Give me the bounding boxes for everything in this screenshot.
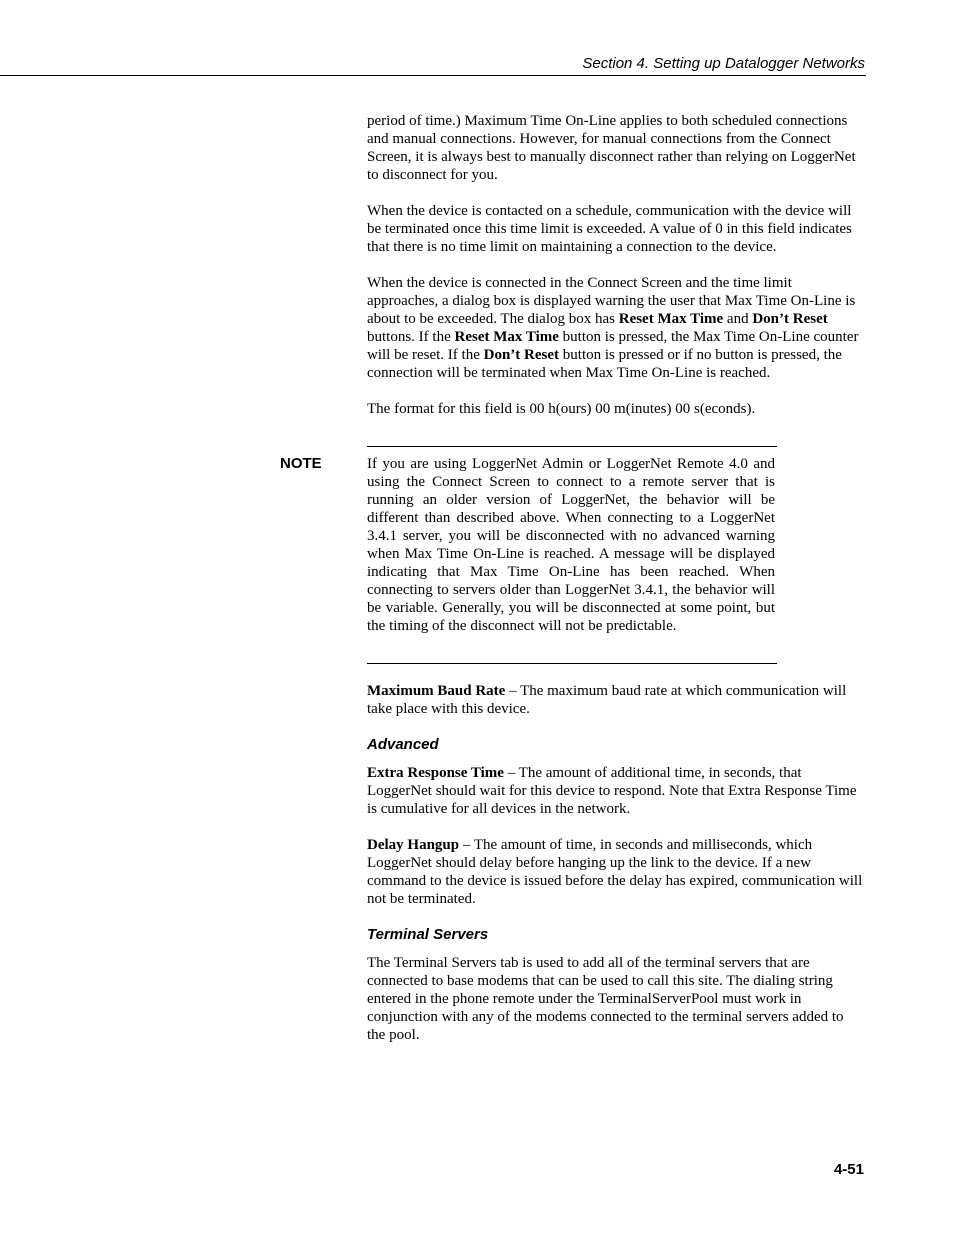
paragraph-delay-hangup: [367, 836, 865, 908]
heading-advanced: Advanced: [367, 736, 439, 753]
paragraph-connect-screen-dialog: [367, 274, 865, 382]
page-body: [280, 112, 865, 1062]
page-number: 4-51: [833, 1161, 864, 1178]
paragraph-format: The format for this field is 00 h(ours) 00 m(inutes) 00 s(econds).: [367, 401, 756, 417]
text-run: button is pressed or if no button is pressed, the connection will be terminated when Max Time On-Line is reached.: [367, 347, 842, 381]
text-run: – The amount of additional time, in seconds, that LoggerNet should wait for this device to respond. Note that Extra Response Time is cumulative for all devices in the network.: [367, 765, 857, 817]
text-run: – The amount of time, in seconds and milliseconds, which LoggerNet should delay before hanging up the link to the device. If a new command to the device is issued before the delay has expired, communication will not be terminated.: [367, 837, 863, 907]
bold-dont-reset: Don’t Reset: [483, 347, 560, 363]
running-header: Section 4. Setting up Datalogger Networks: [582, 55, 865, 72]
heading-terminal-servers: Terminal Servers: [367, 926, 489, 943]
paragraph-max-time-scope: period of time.) Maximum Time On-Line applies to both scheduled connections and manual connections. However, for manual connections from the Connect Screen, it is always best to manually disconnect rather than relying on LoggerNet to disconnect for you.: [367, 113, 856, 183]
term-extra-response-time: Extra Response Time: [367, 765, 504, 781]
text-run: When the device is connected in the Connect Screen and the time limit approaches, a dialog box is displayed warning the user that Max Time On-Line is about to be exceeded. The dialog box has: [367, 275, 856, 327]
term-delay-hangup: Delay Hangup: [367, 837, 460, 853]
note-text: If you are using LoggerNet Admin or LoggerNet Remote 4.0 and using the Connect Screen to connect to a remote server that is running an older version of LoggerNet, the behavior will be different than described above. When connecting to a LoggerNet 3.4.1 server, you will be disconnected with no advanced warning when Max Time On-Line is reached. A message will be displayed indicating that Max Time On-Line has been reached. When connecting to servers older than LoggerNet 3.4.1, the behavior will be variable. Generally, you will be disconnected at some point, but the timing of the disconnect will not be predictable.: [367, 456, 775, 634]
text-run: buttons. If the: [367, 329, 455, 345]
note-box: [280, 446, 777, 664]
text-run: and: [723, 311, 753, 327]
note-label: NOTE: [280, 455, 322, 472]
term-max-baud-rate: Maximum Baud Rate: [367, 683, 506, 699]
text-run: button is pressed, the Max Time On-Line counter will be reset. If the: [367, 329, 859, 363]
text-run: – The maximum baud rate at which communication will take place with this device.: [367, 683, 847, 717]
paragraph-schedule-termination: When the device is contacted on a schedule, communication with the device will be terminated once this time limit is exceeded. A value of 0 in this field indicates that there is no time limit on maintaining a connection to the device.: [367, 203, 852, 255]
paragraph-terminal-servers: The Terminal Servers tab is used to add all of the terminal servers that are connected to base modems that can be used to call this site. The dialing string entered in the phone remote under the TerminalServerPool must work in conjunction with any of the modems connected to the terminal servers added to the pool.: [367, 955, 844, 1043]
bold-dont-reset: Don’t Reset: [752, 311, 828, 327]
bold-reset-max-time: Reset Max Time: [618, 311, 724, 327]
paragraph-max-baud-rate: [367, 682, 865, 718]
header-rule: [0, 75, 866, 76]
paragraph-extra-response-time: [367, 764, 865, 818]
bold-reset-max-time: Reset Max Time: [454, 329, 559, 345]
